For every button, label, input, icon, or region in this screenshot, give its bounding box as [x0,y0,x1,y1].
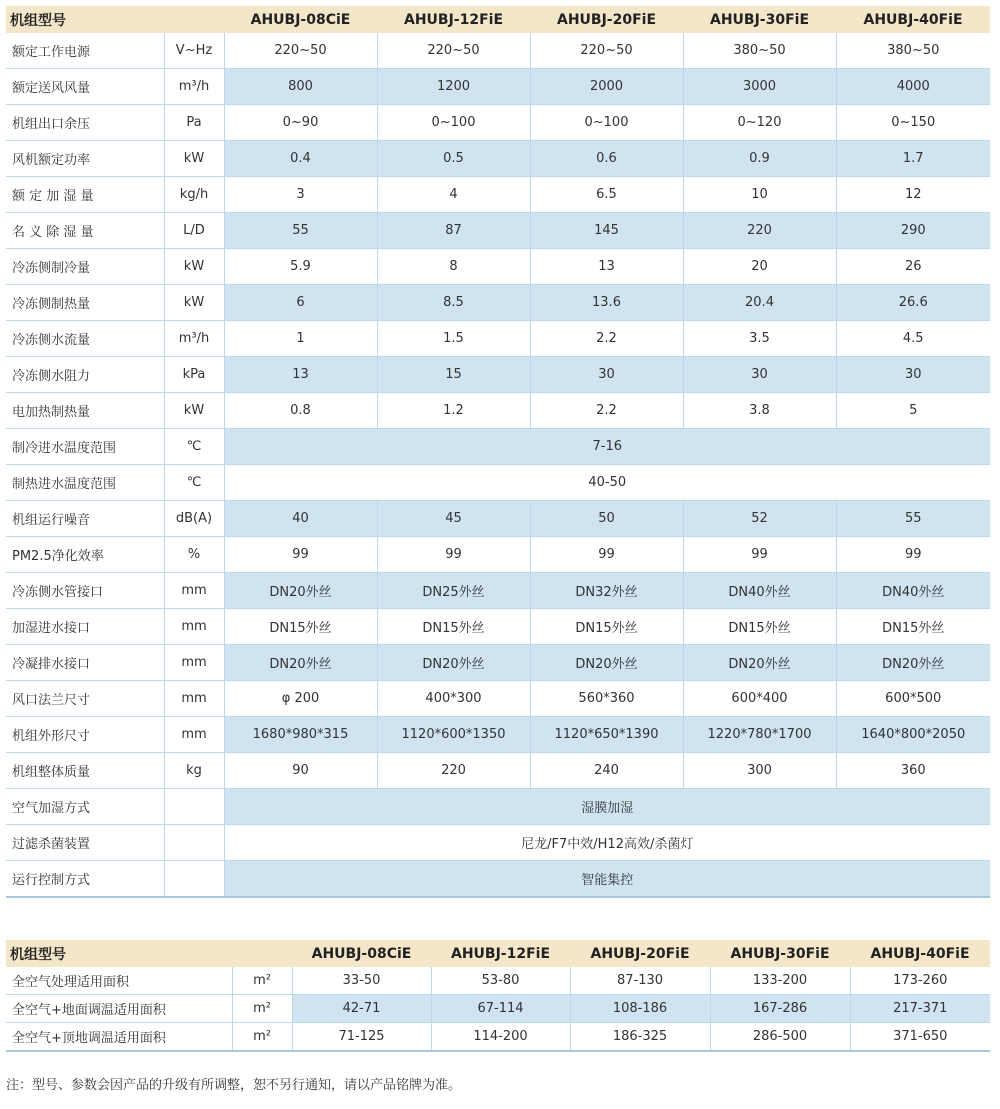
spec-value-cell: 3.8 [683,393,836,429]
area-body [6,967,990,1051]
spec-unit: dB(A) [164,501,224,537]
spec-value-cell: 0.4 [224,141,377,177]
spec-value-cell: DN15外丝 [836,609,990,645]
spec-value-cell: 99 [530,537,683,573]
spec-unit: ℃ [164,465,224,501]
spec-row [6,573,990,609]
spec-value-cell: 30 [683,357,836,393]
spec-row [6,645,990,681]
spec-value-cell: 0.8 [224,393,377,429]
spec-value-cell: 1120*650*1390 [530,717,683,753]
spec-value-cell: 99 [836,537,990,573]
spec-row [6,501,990,537]
spec-value-cell: 360 [836,753,990,789]
spec-value-cell: 13 [530,249,683,285]
spec-unit: mm [164,681,224,717]
area-value-cell: 87-130 [570,967,710,995]
spec-unit: kPa [164,357,224,393]
spec-row [6,141,990,177]
spec-value-cell: 5 [836,393,990,429]
spec-value-cell: 55 [224,213,377,249]
spec-row [6,69,990,105]
spec-value-cell: 99 [683,537,836,573]
spec-unit: m³/h [164,321,224,357]
spec-param-label: 冷冻侧水流量 [6,321,164,357]
spec-unit: mm [164,645,224,681]
spec-value-cell: 600*400 [683,681,836,717]
spec-header-row [6,6,990,33]
spec-value-cell: DN15外丝 [683,609,836,645]
spec-value-cell: 220 [683,213,836,249]
spec-value-cell: 560*360 [530,681,683,717]
spec-unit: kW [164,285,224,321]
spec-value-cell: 4 [377,177,530,213]
spec-unit: kg/h [164,177,224,213]
spec-value-cell: 0~90 [224,105,377,141]
spec-header-model: AHUBJ-08CiE [224,6,377,33]
spec-unit: mm [164,573,224,609]
spec-value-cell: 145 [530,213,683,249]
spec-merged-value: 40-50 [224,465,990,501]
spec-value-cell: 99 [377,537,530,573]
spec-value-cell: 290 [836,213,990,249]
area-value-cell: 108-186 [570,995,710,1023]
spec-value-cell: 26.6 [836,285,990,321]
spec-row [6,465,990,501]
area-unit: m² [232,1023,292,1052]
spec-row [6,861,990,898]
spec-merged-value: 7-16 [224,429,990,465]
spec-param-label: 额定送风风量 [6,69,164,105]
spec-value-cell: 40 [224,501,377,537]
spec-param-label: 运行控制方式 [6,861,164,898]
spec-param-label: 风口法兰尺寸 [6,681,164,717]
spec-value-cell: DN20外丝 [224,645,377,681]
spec-param-label: 名 义 除 湿 量 [6,213,164,249]
spec-value-cell: DN40外丝 [683,573,836,609]
area-value-cell: 114-200 [431,1023,570,1052]
spec-value-cell: 90 [224,753,377,789]
area-row [6,995,990,1023]
spec-value-cell: 1120*600*1350 [377,717,530,753]
spec-value-cell: DN40外丝 [836,573,990,609]
spec-value-cell: 4.5 [836,321,990,357]
area-header-model: AHUBJ-30FiE [710,940,850,967]
spec-unit: % [164,537,224,573]
spec-value-cell: 380~50 [683,33,836,69]
spec-value-cell: 240 [530,753,683,789]
spec-row [6,105,990,141]
spec-value-cell: DN20外丝 [683,645,836,681]
spec-value-cell: 220~50 [377,33,530,69]
area-value-cell: 217-371 [850,995,990,1023]
area-header-row [6,940,990,967]
spec-unit: kW [164,393,224,429]
area-row [6,967,990,995]
area-value-cell: 186-325 [570,1023,710,1052]
area-unit: m² [232,967,292,995]
spec-param-label: 加湿进水接口 [6,609,164,645]
spec-value-cell: 8.5 [377,285,530,321]
spec-value-cell: 15 [377,357,530,393]
spec-param-label: 机组出口余压 [6,105,164,141]
area-header-model: AHUBJ-20FiE [570,940,710,967]
spec-value-cell: 400*300 [377,681,530,717]
area-header-unit [232,940,292,967]
spec-value-cell: φ 200 [224,681,377,717]
area-value-cell: 371-650 [850,1023,990,1052]
spec-row [6,213,990,249]
spec-value-cell: 1.2 [377,393,530,429]
spec-value-cell: 2.2 [530,321,683,357]
spec-value-cell: 13.6 [530,285,683,321]
spec-value-cell: 26 [836,249,990,285]
spec-row [6,825,990,861]
area-value-cell: 173-260 [850,967,990,995]
spec-param-label: 冷冻侧制冷量 [6,249,164,285]
spec-value-cell: 1220*780*1700 [683,717,836,753]
spec-unit: mm [164,609,224,645]
spec-row [6,285,990,321]
spec-header-model: AHUBJ-20FiE [530,6,683,33]
spec-value-cell: 87 [377,213,530,249]
spec-row [6,249,990,285]
spec-value-cell: 0.6 [530,141,683,177]
spec-unit: L/D [164,213,224,249]
spec-row [6,789,990,825]
spec-value-cell: 30 [836,357,990,393]
spec-header-model: AHUBJ-40FiE [836,6,990,33]
area-header-model: AHUBJ-08CiE [292,940,431,967]
spec-value-cell: 3000 [683,69,836,105]
spec-value-cell: DN20外丝 [377,645,530,681]
spec-param-label: 制热进水温度范围 [6,465,164,501]
spec-unit [164,861,224,898]
spec-value-cell: 6.5 [530,177,683,213]
spec-param-label: 冷冻侧制热量 [6,285,164,321]
spec-param-label: 冷冻侧水管接口 [6,573,164,609]
spec-value-cell: 0.9 [683,141,836,177]
spec-value-cell: DN25外丝 [377,573,530,609]
spec-unit: m³/h [164,69,224,105]
spec-value-cell: 4000 [836,69,990,105]
spec-param-label: 冷冻侧水阻力 [6,357,164,393]
area-value-cell: 67-114 [431,995,570,1023]
spec-row [6,321,990,357]
area-value-cell: 286-500 [710,1023,850,1052]
spec-value-cell: 220~50 [224,33,377,69]
spec-unit: kW [164,141,224,177]
spec-value-cell: 1200 [377,69,530,105]
spec-value-cell: 99 [224,537,377,573]
spec-row [6,33,990,69]
spec-row [6,177,990,213]
spec-merged-value: 尼龙/F7中效/H12高效/杀菌灯 [224,825,990,861]
spec-header-model: AHUBJ-12FiE [377,6,530,33]
spec-unit [164,825,224,861]
spec-table [6,6,990,898]
spec-value-cell: 1.7 [836,141,990,177]
spec-value-cell: 0~150 [836,105,990,141]
spec-value-cell: 45 [377,501,530,537]
spec-value-cell: 600*500 [836,681,990,717]
spec-row [6,717,990,753]
spec-value-cell: DN20外丝 [224,573,377,609]
spec-unit: kg [164,753,224,789]
spec-value-cell: DN20外丝 [530,645,683,681]
area-value-cell: 71-125 [292,1023,431,1052]
spec-value-cell: 50 [530,501,683,537]
spec-value-cell: 2.2 [530,393,683,429]
spec-value-cell: 300 [683,753,836,789]
spec-value-cell: 5.9 [224,249,377,285]
area-param-label: 全空气+顶地调温适用面积 [6,1023,232,1052]
area-param-label: 全空气+地面调温适用面积 [6,995,232,1023]
spec-value-cell: 380~50 [836,33,990,69]
spec-value-cell: DN15外丝 [224,609,377,645]
spec-param-label: 额定工作电源 [6,33,164,69]
spec-row [6,681,990,717]
spec-row [6,429,990,465]
spec-param-label: 机组运行噪音 [6,501,164,537]
area-header-model: AHUBJ-40FiE [850,940,990,967]
spec-param-label: 额 定 加 湿 量 [6,177,164,213]
spec-value-cell: 8 [377,249,530,285]
spec-unit: ℃ [164,429,224,465]
spec-param-label: 过滤杀菌装置 [6,825,164,861]
spec-value-cell: 3.5 [683,321,836,357]
spec-param-label: 制冷进水温度范围 [6,429,164,465]
spec-merged-value: 智能集控 [224,861,990,898]
spec-row [6,609,990,645]
area-value-cell: 42-71 [292,995,431,1023]
spec-body [6,33,990,897]
spec-value-cell: 0~100 [530,105,683,141]
spec-param-label: 机组外形尺寸 [6,717,164,753]
area-table [6,940,990,1052]
spec-unit: mm [164,717,224,753]
spec-value-cell: 52 [683,501,836,537]
spec-value-cell: 220 [377,753,530,789]
spec-value-cell: 1680*980*315 [224,717,377,753]
area-unit: m² [232,995,292,1023]
spec-value-cell: 3 [224,177,377,213]
spec-param-label: 冷凝排水接口 [6,645,164,681]
spec-merged-value: 湿膜加湿 [224,789,990,825]
spec-row [6,537,990,573]
spec-row [6,753,990,789]
area-header-label: 机组型号 [6,940,232,967]
spec-header-unit [164,6,224,33]
area-param-label: 全空气处理适用面积 [6,967,232,995]
area-header-model: AHUBJ-12FiE [431,940,570,967]
spec-unit [164,789,224,825]
spec-row [6,393,990,429]
spec-header-label: 机组型号 [6,6,164,33]
spec-value-cell: 0.5 [377,141,530,177]
spec-param-label: 电加热制热量 [6,393,164,429]
spec-value-cell: 55 [836,501,990,537]
spec-value-cell: 1.5 [377,321,530,357]
spec-value-cell: 220~50 [530,33,683,69]
spec-value-cell: DN15外丝 [377,609,530,645]
spec-value-cell: 0~120 [683,105,836,141]
spec-value-cell: 30 [530,357,683,393]
spec-value-cell: 10 [683,177,836,213]
spec-unit: Pa [164,105,224,141]
spec-value-cell: 6 [224,285,377,321]
spec-value-cell: 1640*800*2050 [836,717,990,753]
spec-value-cell: DN15外丝 [530,609,683,645]
area-row [6,1023,990,1052]
area-value-cell: 33-50 [292,967,431,995]
spec-param-label: 风机额定功率 [6,141,164,177]
area-value-cell: 53-80 [431,967,570,995]
spec-value-cell: DN20外丝 [836,645,990,681]
spec-value-cell: 20.4 [683,285,836,321]
spec-row [6,357,990,393]
spec-value-cell: 1 [224,321,377,357]
spec-param-label: 机组整体质量 [6,753,164,789]
spec-param-label: 空气加湿方式 [6,789,164,825]
spec-value-cell: 20 [683,249,836,285]
spec-value-cell: 800 [224,69,377,105]
area-value-cell: 167-286 [710,995,850,1023]
spec-value-cell: DN32外丝 [530,573,683,609]
spec-unit: V~Hz [164,33,224,69]
area-value-cell: 133-200 [710,967,850,995]
spec-value-cell: 13 [224,357,377,393]
footnote: 注：型号、参数会因产品的升级有所调整，恕不另行通知，请以产品铭牌为准。 [6,1078,462,1093]
spec-value-cell: 2000 [530,69,683,105]
spec-unit: kW [164,249,224,285]
spec-value-cell: 12 [836,177,990,213]
spec-param-label: PM2.5净化效率 [6,537,164,573]
spec-value-cell: 0~100 [377,105,530,141]
spec-header-model: AHUBJ-30FiE [683,6,836,33]
